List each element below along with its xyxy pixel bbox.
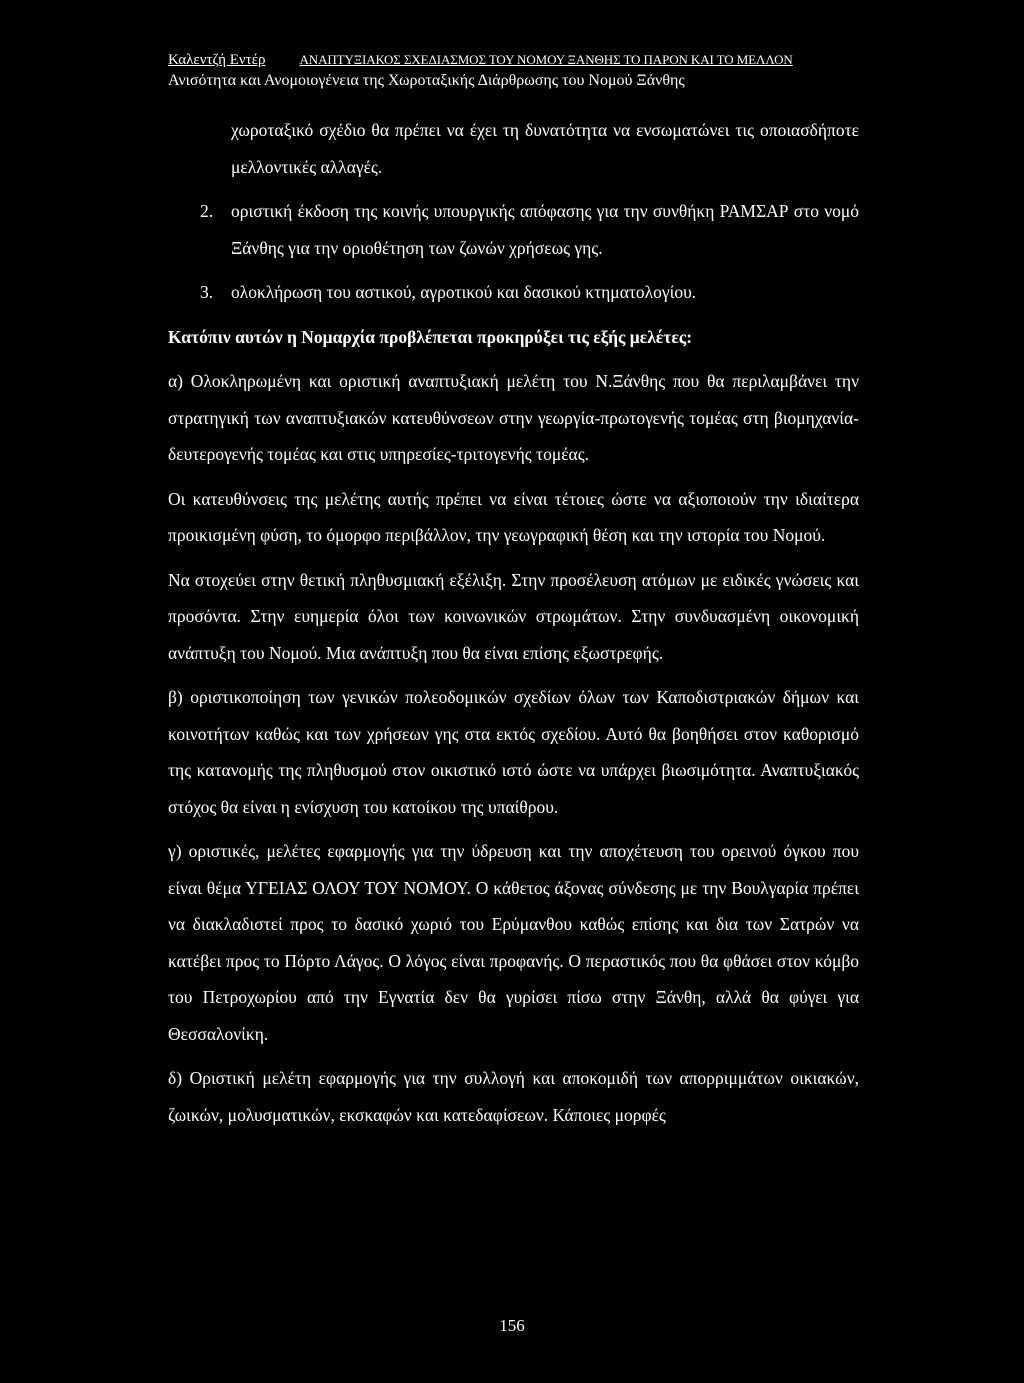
header-title: ΑΝΑΠΤΥΞΙΑΚΟΣ ΣΧΕΔΙΑΣΜΟΣ ΤΟΥ ΝΟΜΟΥ ΞΑΝΘΗΣ ΤΟ ΠΑΡΟΝ ΚΑΙ ΤΟ ΜΕΛΛΟΝ <box>299 52 793 67</box>
page-number: 156 <box>499 1316 525 1335</box>
header-line-1 <box>168 50 868 70</box>
list-item-3 <box>168 274 859 311</box>
paragraph-a-directions: Οι κατευθύνσεις της μελέτης αυτής πρέπει να είναι τέτοιες ώστε να αξιοποιούν την ιδιαίτερα προικισμένη φύση, το όμορφο περιβάλλον, την γεωγραφική θέση και την ιστορία του Νομού. <box>168 488 859 545</box>
paragraph-a-goals: Να στοχεύει στην θετική πληθυσμιακή εξέλιξη. Στην προσέλευση ατόμων με ειδικές γνώσεις και προσόντα. Στην ευημερία όλοι των κοινωνικών στρωμάτων. Στην συνδυασμένη οικονομική ανάπτυξη του Νομού. Μια ανάπτυξη που θα είναι επίσης εξωστρεφής. <box>168 569 859 663</box>
list-item-2 <box>168 193 859 266</box>
continuation-paragraph: χωροταξικό σχέδιο θα πρέπει να έχει τη δυνατότητα να ενσωματώνει τις οποιασδήποτε μελλοντικές αλλαγές. <box>231 120 859 177</box>
list-number-3: 3. <box>200 282 214 302</box>
paragraph-a: α) Ολοκληρωμένη και οριστική αναπτυξιακή μελέτη του Ν.Ξάνθης που θα περιλαμβάνει την στρατηγική των αναπτυξιακών κατευθύνσεων στην γεωργία-πρωτογενής τομέας στη βιομηχανία-δευτερογενής τομέας και στις υπηρεσίες-τριτογενής τομέας. <box>168 371 859 464</box>
list-text-2: οριστική έκδοση της κοινής υπουργικής απόφασης για την συνθήκη ΡΑΜΣΑΡ στο νομό Ξάνθης για την οριοθέτηση των ζωνών χρήσεως γης. <box>231 201 859 258</box>
list-number-2: 2. <box>200 201 214 221</box>
list-text-3: ολοκλήρωση του αστικού, αγροτικού και δασικού κτηματολογίου. <box>231 282 697 302</box>
paragraph-c: γ) οριστικές, μελέτες εφαρμογής για την ύδρευση και την αποχέτευση του ορεινού όγκου που είναι θέμα ΥΓΕΙΑΣ ΟΛΟΥ ΤΟΥ ΝΟΜΟΥ. Ο κάθετος άξονας σύνδεσης με την Βουλγαρία πρέπει να διακλαδιστεί προς το δασικό χωριό του Ερύμανθου καθώς επίσης και δια των Σατρών να κατέβει προς το Πόρτο Λάγος. Ο λόγος είναι προφανής. Ο περαστικός που θα φθάσει στον κόμβο του Πετροχωρίου από την Εγνατία δεν θα γυρίσει πίσω στην Ξάνθη, αλλά θα φύγει για Θεσσαλονίκη. <box>168 841 859 1044</box>
header-subtitle: Ανισότητα και Ανομοιογένεια της Χωροταξικής Διάρθρωσης του Νομού Ξάνθης <box>168 72 685 89</box>
document-body <box>168 112 859 1133</box>
page-header <box>168 50 868 91</box>
paragraph-d: δ) Οριστική μελέτη εφαρμογής για την συλλογή και αποκομιδή των απορριμμάτων οικιακών, ζωικών, μολυσματικών, εκσκαφών και κατεδαφίσεων. Κάποιες μορφές <box>168 1068 859 1125</box>
header-author: Καλεντζή Εντέρ <box>168 52 266 68</box>
section-heading: Κατόπιν αυτών η Νομαρχία προβλέπεται προκηρύξει τις εξής μελέτες: <box>168 326 693 347</box>
paragraph-b: β) οριστικοποίηση των γενικών πολεοδομικών σχεδίων όλων των Καποδιστριακών δήμων και κοινοτήτων καθώς και των χρήσεων γης στα εκτός σχεδίου. Αυτό θα βοηθήσει στον καθορισμό της κατανομής της πληθυσμού στον οικιστικό ιστό ώστε να υπάρχει βιωσιμότητα. Αναπτυξιακός στόχος θα είναι η ενίσχυση του κατοίκου της υπαίθρου. <box>168 687 859 817</box>
